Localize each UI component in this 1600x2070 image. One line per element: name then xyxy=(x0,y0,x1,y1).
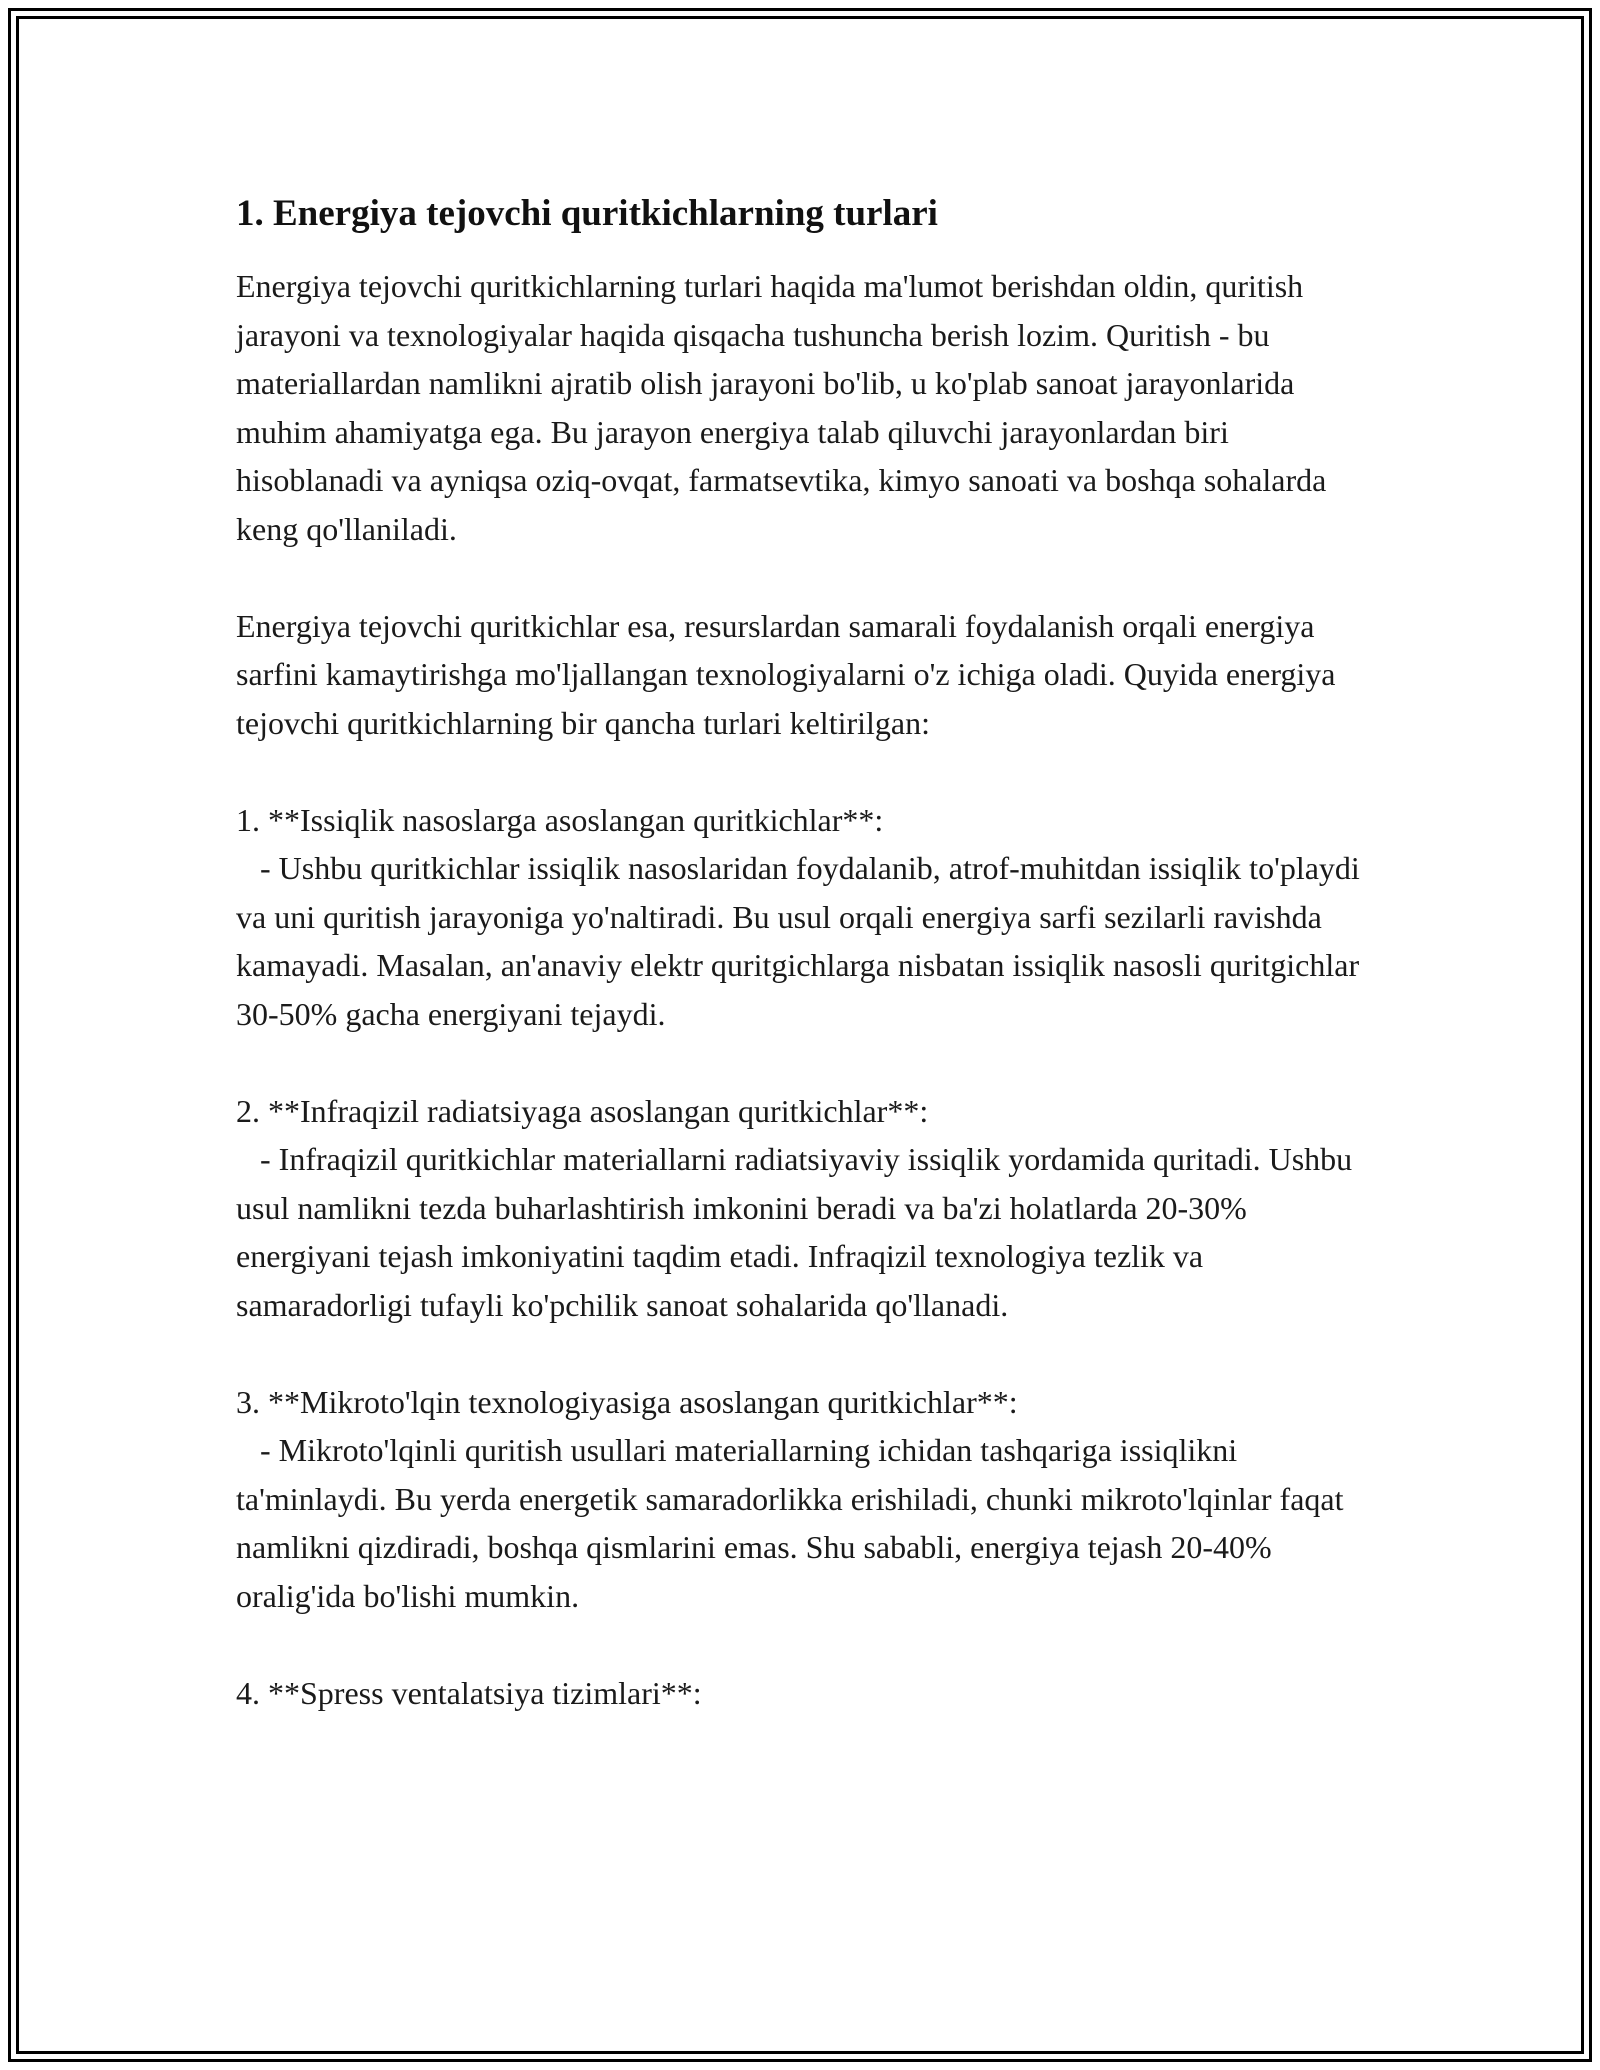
section-heading: 1. Energiya tejovchi quritkichlarning turlari xyxy=(236,193,938,234)
paragraph-intro: Energiya tejovchi quritkichlarning turlari haqida ma'lumot berishdan oldin, quritish jarayoni va texnologiyalar haqida qisqacha tushuncha berish lozim. Quritish - bu materiallardan namlikni ajratib olish jarayoni bo'lib, u ko'plab sanoat jarayonlarida muhim ahamiyatga ega. Bu jarayon energiya talab qiluvchi jarayonlardan biri hisoblanadi va ayniqsa oziq-ovqat, farmatsevtika, kimyo sanoati va boshqa sohalarda keng qo'llaniladi. xyxy=(236,268,1335,547)
list-item-heat-pump: 1. **Issiqlik nasoslarga asoslangan quritkichlar**: - Ushbu quritkichlar issiqlik nasoslaridan foydalanib, atrof-muhitdan issiqlik to'playdi va uni quritish jarayoniga yo'naltiradi. Bu usul orqali energiya sarfi sezilarli ravishda kamayadi. Masalan, an'anaviy elektr quritgichlarga nisbatan issiqlik nasosli quritgichlar 30-50% gacha energiyani tejaydi. xyxy=(236,801,1360,1032)
list-item-spress-ventilation: 4. **Spress ventalatsiya tizimlari**: xyxy=(236,1674,702,1711)
document-body xyxy=(236,190,1376,1766)
list-item-infrared: 2. **Infraqizil radiatsiyaga asoslangan quritkichlar**: - Infraqizil quritkichlar materiallarni radiatsiyaviy issiqlik yordamida quritadi. Ushbu usul namlikni tezda buharlashtirish imkonini beradi va ba'zi holatlarda 20-30% energiyani tejash imkoniyatini taqdim etadi. Infraqizil texnologiya tezlik va samaradorligi tufayli ko'pchilik sanoat sohalarida qo'llanadi. xyxy=(236,1092,1353,1323)
paragraph-types-intro: Energiya tejovchi quritkichlar esa, resurslardan samarali foydalanish orqali energiya sarfini kamaytirishga mo'ljallangan texnologiyalarni o'z ichiga oladi. Quyida energiya tejovchi quritkichlarning bir qancha turlari keltirilgan: xyxy=(236,607,1344,741)
list-item-microwave: 3. **Mikroto'lqin texnologiyasiga asoslangan quritkichlar**: - Mikroto'lqinli quritish usullari materiallarning ichidan tashqariga issiqlikni ta'minlaydi. Bu yerda energetik samaradorlikka erishiladi, chunki mikroto'lqinlar faqat namlikni qizdiradi, boshqa qismlarini emas. Shu sababli, energiya tejash 20-40% oralig'ida bo'lishi mumkin. xyxy=(236,1383,1344,1614)
